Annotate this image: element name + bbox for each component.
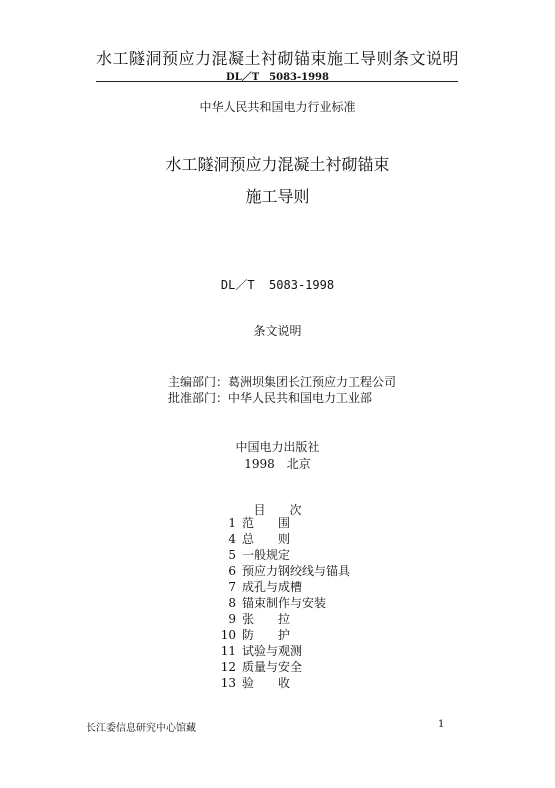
explanation-label: 条文说明: [253, 324, 302, 338]
toc-item-label: 验 收: [242, 676, 291, 690]
header-standard-code: DL／T 5083-1998: [226, 72, 329, 83]
document-title-line-2: 施工导则: [245, 187, 310, 206]
toc-item-label: 质量与安全: [242, 660, 303, 674]
toc-item-number: 5: [228, 548, 236, 562]
header-divider: [96, 81, 458, 82]
toc-item-number: 6: [228, 564, 236, 578]
toc-item[interactable]: [220, 531, 420, 547]
toc-item-label: 范 围: [242, 516, 291, 530]
editor-department: 主编部门：葛洲坝集团长江预应力工程公司: [168, 375, 397, 389]
toc-item-label: 一般规定: [242, 548, 291, 562]
toc-item-label: 试验与观测: [242, 644, 303, 658]
toc-item[interactable]: [220, 643, 420, 659]
toc-item-number: 1: [228, 516, 236, 530]
toc-item-number: 11: [220, 644, 236, 658]
toc-item[interactable]: [220, 675, 420, 691]
approver-department: 批准部门：中华人民共和国电力工业部: [168, 391, 373, 405]
toc-item-number: 10: [220, 628, 236, 642]
toc-item[interactable]: [220, 547, 420, 563]
toc-item-label: 张 拉: [242, 612, 291, 626]
toc-item[interactable]: [220, 595, 420, 611]
header-title: 水工隧洞预应力混凝土衬砌锚束施工导则条文说明: [95, 49, 459, 68]
toc-item-label: 总 则: [242, 532, 291, 546]
publication-year-place: 1998 北京: [244, 457, 311, 471]
publisher-name: 中国电力出版社: [235, 440, 320, 454]
toc-item-number: 12: [220, 660, 236, 674]
toc-item[interactable]: [220, 659, 420, 675]
issuer-line: 中华人民共和国电力行业标准: [199, 100, 356, 114]
toc-item-label: 防 护: [242, 628, 291, 642]
page-number: 1: [438, 719, 445, 730]
footer-collection-note: 长江委信息研究中心馆藏: [86, 723, 196, 734]
toc-title: 目 次: [253, 503, 302, 517]
standard-code: DL／T 5083-1998: [220, 278, 335, 292]
toc-item-label: 预应力钢绞线与锚具: [242, 564, 351, 578]
toc-item[interactable]: [220, 563, 420, 579]
toc-item-number: 9: [228, 612, 236, 626]
toc-item-number: 8: [228, 596, 236, 610]
toc-item[interactable]: [220, 611, 420, 627]
toc-item-number: 4: [228, 532, 236, 546]
toc-item[interactable]: [220, 515, 420, 531]
toc-item[interactable]: [220, 627, 420, 643]
toc-item-number: 7: [228, 580, 236, 594]
toc-item-label: 锚束制作与安装: [242, 596, 327, 610]
toc-item-label: 成孔与成槽: [242, 580, 303, 594]
document-title-line-1: 水工隧洞预应力混凝土衬砌锚束: [165, 155, 390, 174]
toc-item-number: 13: [220, 676, 236, 690]
toc-item[interactable]: [220, 579, 420, 595]
table-of-contents: [220, 515, 420, 691]
